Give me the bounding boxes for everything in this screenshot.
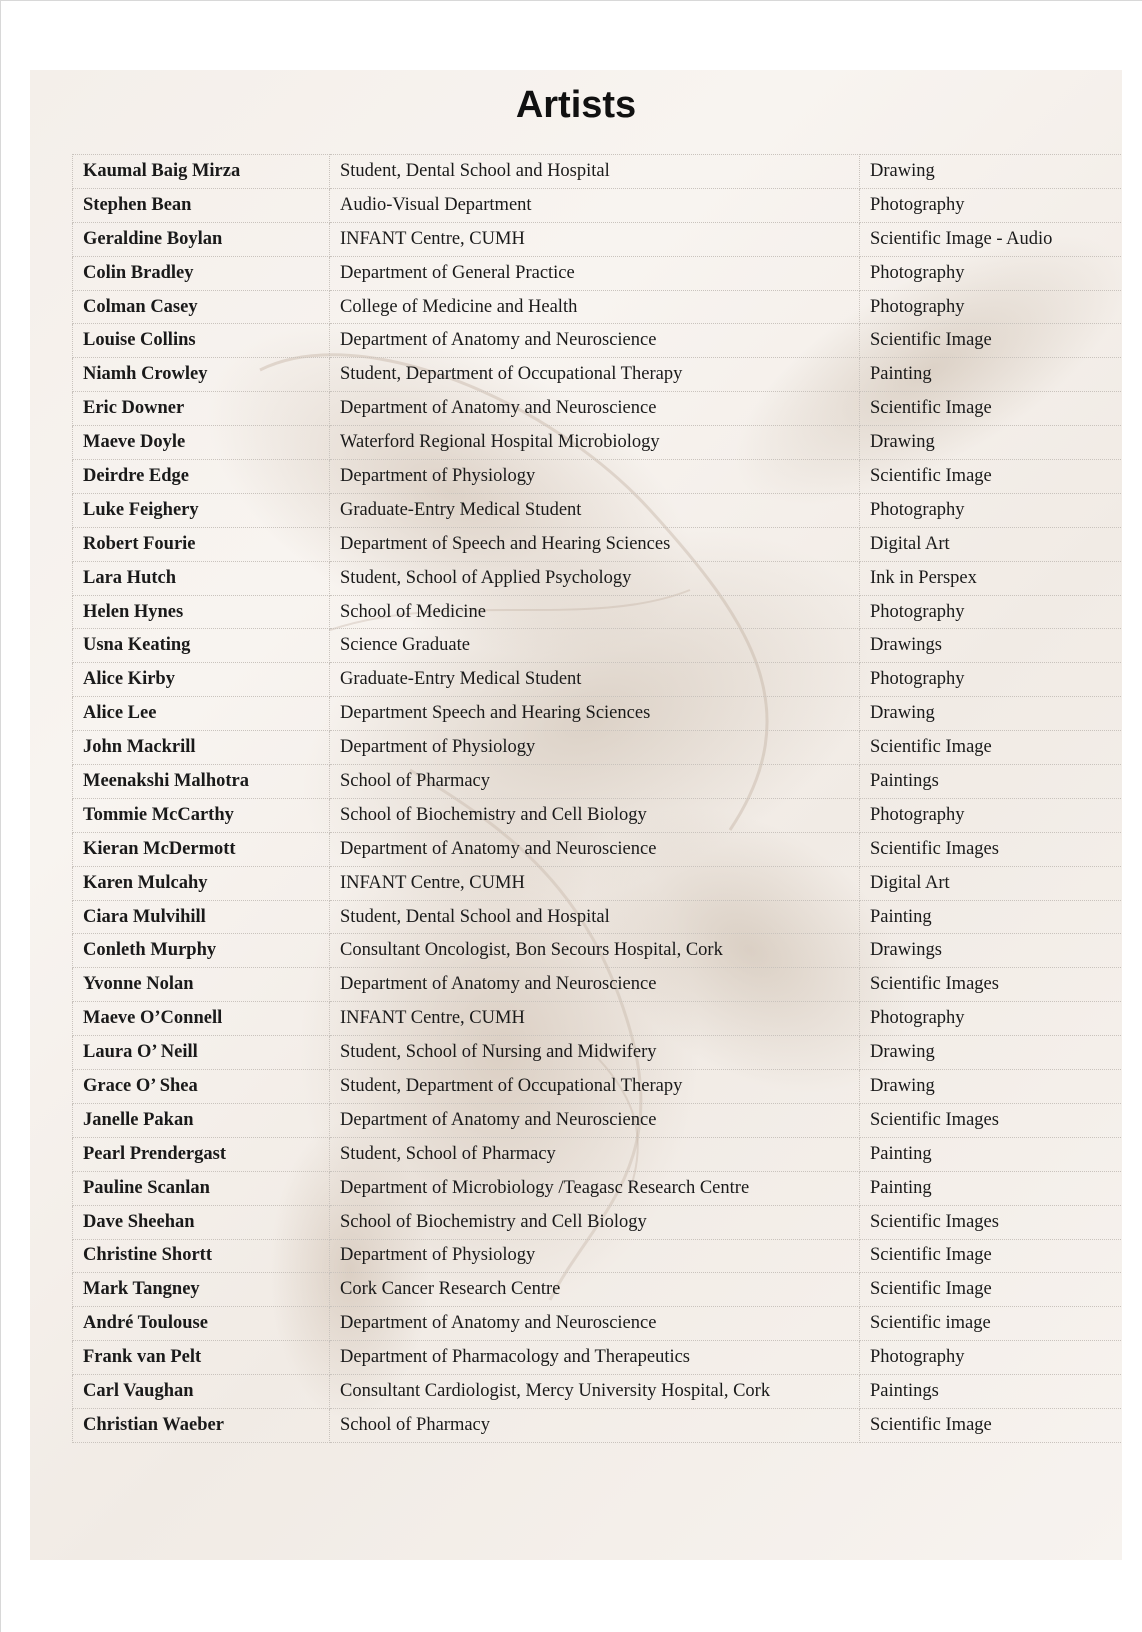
artist-name-cell: Yvonne Nolan [73,968,330,1002]
artist-medium-cell: Scientific Image [860,324,1123,358]
table-row [73,1341,1123,1375]
artist-name-cell: Niamh Crowley [73,358,330,392]
artist-department-cell: Student, Department of Occupational Therapy [330,1070,860,1104]
artist-name-cell: Maeve Doyle [73,426,330,460]
artist-medium-cell: Photography [860,256,1123,290]
artist-department-cell: Department of Anatomy and Neuroscience [330,324,860,358]
artist-name-cell: Kaumal Baig Mirza [73,155,330,189]
artist-name-cell: Deirdre Edge [73,460,330,494]
artist-medium-cell: Scientific Image [860,1239,1123,1273]
table-row [73,1375,1123,1409]
artist-medium-cell: Drawings [860,629,1123,663]
artist-name-cell: Louise Collins [73,324,330,358]
artists-table-body [73,155,1123,1443]
artist-name-cell: Colin Bradley [73,256,330,290]
artist-department-cell: School of Pharmacy [330,1408,860,1442]
table-row [73,934,1123,968]
artist-department-cell: Department of General Practice [330,256,860,290]
artist-medium-cell: Scientific Image - Audio [860,222,1123,256]
artist-name-cell: Conleth Murphy [73,934,330,968]
artist-medium-cell: Drawing [860,697,1123,731]
artist-name-cell: Eric Downer [73,392,330,426]
artist-name-cell: Frank van Pelt [73,1341,330,1375]
table-row [73,290,1123,324]
artist-name-cell: Robert Fourie [73,527,330,561]
table-row [73,155,1123,189]
table-row [73,324,1123,358]
artist-department-cell: Student, Dental School and Hospital [330,155,860,189]
artist-department-cell: Student, School of Nursing and Midwifery [330,1036,860,1070]
artist-name-cell: Geraldine Boylan [73,222,330,256]
artist-department-cell: Department of Anatomy and Neuroscience [330,832,860,866]
artist-department-cell: Department of Microbiology /Teagasc Research Centre [330,1171,860,1205]
table-row [73,697,1123,731]
table-row [73,460,1123,494]
artist-department-cell: Department of Physiology [330,1239,860,1273]
artist-medium-cell: Scientific Images [860,1205,1123,1239]
table-row [73,1239,1123,1273]
table-row [73,968,1123,1002]
artist-medium-cell: Scientific Image [860,731,1123,765]
artist-name-cell: Pearl Prendergast [73,1137,330,1171]
table-row [73,1103,1123,1137]
table-row [73,663,1123,697]
table-row [73,222,1123,256]
artist-medium-cell: Photography [860,290,1123,324]
artist-department-cell: Department of Anatomy and Neuroscience [330,968,860,1002]
artist-department-cell: Student, School of Applied Psychology [330,561,860,595]
artist-medium-cell: Scientific Images [860,1103,1123,1137]
artist-medium-cell: Paintings [860,1375,1123,1409]
artist-medium-cell: Painting [860,1171,1123,1205]
table-row [73,392,1123,426]
artist-department-cell: Consultant Oncologist, Bon Secours Hospital, Cork [330,934,860,968]
table-row [73,900,1123,934]
artist-name-cell: Maeve O’Connell [73,1002,330,1036]
table-row [73,1307,1123,1341]
artist-name-cell: Karen Mulcahy [73,866,330,900]
artist-name-cell: Janelle Pakan [73,1103,330,1137]
artist-name-cell: Colman Casey [73,290,330,324]
artist-medium-cell: Ink in Perspex [860,561,1123,595]
table-row [73,1070,1123,1104]
artist-department-cell: Department of Physiology [330,731,860,765]
artist-department-cell: Graduate-Entry Medical Student [330,663,860,697]
table-row [73,256,1123,290]
artist-medium-cell: Scientific Image [860,1273,1123,1307]
artist-medium-cell: Drawing [860,426,1123,460]
artist-name-cell: André Toulouse [73,1307,330,1341]
table-row [73,426,1123,460]
artist-medium-cell: Photography [860,595,1123,629]
artist-department-cell: INFANT Centre, CUMH [330,866,860,900]
artist-medium-cell: Photography [860,188,1123,222]
artist-department-cell: Student, Dental School and Hospital [330,900,860,934]
table-row [73,527,1123,561]
artist-name-cell: John Mackrill [73,731,330,765]
artist-medium-cell: Paintings [860,765,1123,799]
artist-name-cell: Carl Vaughan [73,1375,330,1409]
artist-medium-cell: Digital Art [860,527,1123,561]
table-row [73,358,1123,392]
artist-department-cell: Waterford Regional Hospital Microbiology [330,426,860,460]
artist-department-cell: INFANT Centre, CUMH [330,1002,860,1036]
artist-name-cell: Christine Shortt [73,1239,330,1273]
artist-medium-cell: Photography [860,1002,1123,1036]
artist-medium-cell: Painting [860,358,1123,392]
artist-medium-cell: Drawings [860,934,1123,968]
artist-department-cell: Department of Physiology [330,460,860,494]
artist-name-cell: Helen Hynes [73,595,330,629]
artist-department-cell: Science Graduate [330,629,860,663]
table-row [73,1002,1123,1036]
artist-medium-cell: Photography [860,663,1123,697]
table-row [73,629,1123,663]
artist-department-cell: Department of Anatomy and Neuroscience [330,392,860,426]
table-row [73,866,1123,900]
artist-department-cell: School of Biochemistry and Cell Biology [330,1205,860,1239]
artist-medium-cell: Scientific image [860,1307,1123,1341]
table-row [73,1408,1123,1442]
table-row [73,493,1123,527]
artist-medium-cell: Drawing [860,1070,1123,1104]
table-row [73,798,1123,832]
page-title: Artists [515,84,637,126]
artist-medium-cell: Drawing [860,1036,1123,1070]
artist-medium-cell: Scientific Image [860,1408,1123,1442]
artist-department-cell: School of Pharmacy [330,765,860,799]
artist-department-cell: School of Medicine [330,595,860,629]
table-row [73,765,1123,799]
table-row [73,188,1123,222]
artist-name-cell: Kieran McDermott [73,832,330,866]
artist-name-cell: Meenakshi Malhotra [73,765,330,799]
artist-name-cell: Usna Keating [73,629,330,663]
artist-name-cell: Ciara Mulvihill [73,900,330,934]
artist-department-cell: Student, Department of Occupational Therapy [330,358,860,392]
artist-department-cell: Department of Anatomy and Neuroscience [330,1103,860,1137]
artist-department-cell: Cork Cancer Research Centre [330,1273,860,1307]
artist-medium-cell: Painting [860,900,1123,934]
artist-name-cell: Pauline Scanlan [73,1171,330,1205]
artist-medium-cell: Photography [860,493,1123,527]
table-row [73,1205,1123,1239]
artist-medium-cell: Digital Art [860,866,1123,900]
artist-name-cell: Grace O’ Shea [73,1070,330,1104]
artist-department-cell: College of Medicine and Health [330,290,860,324]
artist-department-cell: Student, School of Pharmacy [330,1137,860,1171]
table-row [73,1171,1123,1205]
artist-name-cell: Alice Kirby [73,663,330,697]
artist-department-cell: INFANT Centre, CUMH [330,222,860,256]
artist-name-cell: Stephen Bean [73,188,330,222]
table-row [73,595,1123,629]
table-row [73,1036,1123,1070]
artist-medium-cell: Photography [860,1341,1123,1375]
artist-department-cell: Consultant Cardiologist, Mercy University Hospital, Cork [330,1375,860,1409]
artist-medium-cell: Photography [860,798,1123,832]
artist-medium-cell: Painting [860,1137,1123,1171]
artist-medium-cell: Scientific Images [860,968,1123,1002]
artist-name-cell: Dave Sheehan [73,1205,330,1239]
artist-department-cell: Department of Speech and Hearing Sciences [330,527,860,561]
table-row [73,561,1123,595]
artist-department-cell: Department Speech and Hearing Sciences [330,697,860,731]
artist-name-cell: Laura O’ Neill [73,1036,330,1070]
table-row [73,731,1123,765]
artist-name-cell: Mark Tangney [73,1273,330,1307]
artists-table [72,154,1122,1443]
table-row [73,1273,1123,1307]
artist-medium-cell: Scientific Image [860,392,1123,426]
artist-name-cell: Alice Lee [73,697,330,731]
document-sheet [30,70,1122,1560]
artist-name-cell: Luke Feighery [73,493,330,527]
artist-name-cell: Lara Hutch [73,561,330,595]
artist-department-cell: Graduate-Entry Medical Student [330,493,860,527]
artist-department-cell: Department of Anatomy and Neuroscience [330,1307,860,1341]
table-row [73,832,1123,866]
artist-name-cell: Christian Waeber [73,1408,330,1442]
artist-medium-cell: Scientific Images [860,832,1123,866]
artist-department-cell: Department of Pharmacology and Therapeutics [330,1341,860,1375]
artist-medium-cell: Drawing [860,155,1123,189]
artist-department-cell: School of Biochemistry and Cell Biology [330,798,860,832]
artist-medium-cell: Scientific Image [860,460,1123,494]
table-row [73,1137,1123,1171]
artist-department-cell: Audio-Visual Department [330,188,860,222]
artist-name-cell: Tommie McCarthy [73,798,330,832]
